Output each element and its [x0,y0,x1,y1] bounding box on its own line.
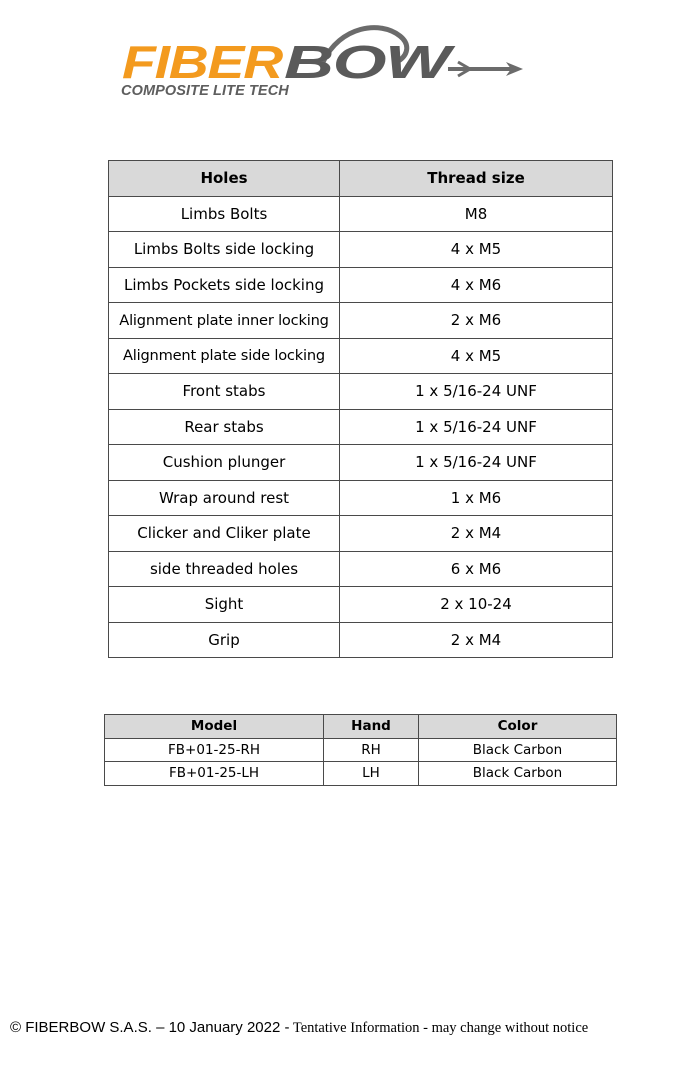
table-row [109,338,613,374]
thread-size-cell: M8 [340,196,613,232]
table-row [109,267,613,303]
fiberbow-logo [118,22,528,104]
hole-cell: Wrap around rest [109,480,340,516]
footer-copyright: © FIBERBOW S.A.S. – 10 January 2022 - [10,1019,290,1036]
hand-cell: RH [324,738,419,762]
hole-cell: Alignment plate side locking [109,338,340,374]
model-cell: FB+01-25-LH [105,762,324,786]
column-header-model: Model [105,715,324,739]
hole-cell: Limbs Bolts [109,196,340,232]
table-row [109,409,613,445]
table-row [109,622,613,658]
footer-notice: Tentative Information - may change without notice [292,1020,589,1036]
table-header-row [109,161,613,197]
hole-cell: side threaded holes [109,551,340,587]
thread-size-cell: 2 x M4 [340,516,613,552]
table-row [109,232,613,268]
thread-size-cell: 2 x M4 [340,622,613,658]
table-row [109,196,613,232]
model-cell: FB+01-25-RH [105,738,324,762]
thread-size-cell: 6 x M6 [340,551,613,587]
table-row [109,551,613,587]
hole-cell: Limbs Pockets side locking [109,267,340,303]
table-row [105,762,617,786]
color-cell: Black Carbon [419,738,617,762]
hole-cell: Cushion plunger [109,445,340,481]
hole-cell: Sight [109,587,340,623]
hand-cell: LH [324,762,419,786]
hole-cell: Clicker and Cliker plate [109,516,340,552]
hole-cell: Limbs Bolts side locking [109,232,340,268]
column-header-hand: Hand [324,715,419,739]
column-header-color: Color [419,715,617,739]
logo-tagline: COMPOSITE LITE TECH [121,83,289,99]
table-row [109,445,613,481]
logo-wordmark-bow: BOW [284,36,456,88]
table-row [105,738,617,762]
table-row [109,303,613,339]
hole-cell: Rear stabs [109,409,340,445]
thread-size-cell: 4 x M5 [340,338,613,374]
table-row [109,587,613,623]
column-header-holes: Holes [109,161,340,197]
thread-size-cell: 4 x M6 [340,267,613,303]
table-row [109,516,613,552]
hole-cell: Front stabs [109,374,340,410]
color-cell: Black Carbon [419,762,617,786]
hole-cell: Grip [109,622,340,658]
thread-size-cell: 4 x M5 [340,232,613,268]
holes-thread-table [108,160,613,658]
thread-size-cell: 1 x 5/16-24 UNF [340,445,613,481]
thread-size-cell: 2 x 10-24 [340,587,613,623]
hole-cell: Alignment plate inner locking [109,303,340,339]
column-header-thread-size: Thread size [340,161,613,197]
logo-wordmark-fiber: FIBER [122,36,283,88]
thread-size-cell: 1 x M6 [340,480,613,516]
table-row [109,480,613,516]
thread-size-cell: 1 x 5/16-24 UNF [340,409,613,445]
table-header-row [105,715,617,739]
table-row [109,374,613,410]
thread-size-cell: 2 x M6 [340,303,613,339]
models-table [104,714,617,786]
thread-size-cell: 1 x 5/16-24 UNF [340,374,613,410]
page-footer [10,1019,588,1037]
